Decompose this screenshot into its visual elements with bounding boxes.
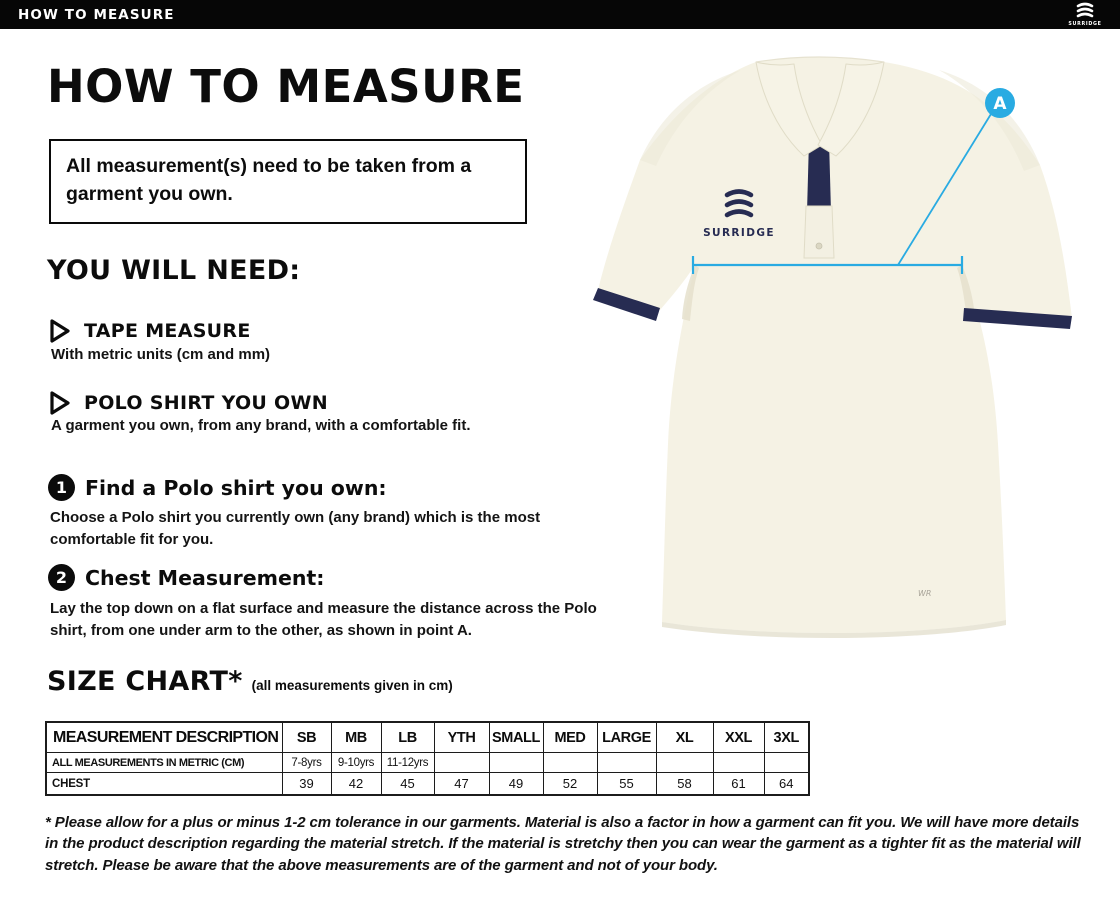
table-cell: 52 xyxy=(543,773,597,796)
row-label: ALL MEASUREMENTS IN METRIC (CM) xyxy=(46,753,282,773)
point-a-label: A xyxy=(993,94,1007,114)
column-header: YTH xyxy=(434,722,489,753)
column-header: LB xyxy=(381,722,434,753)
column-header: SMALL xyxy=(489,722,543,753)
need-item-tape-measure xyxy=(49,318,251,344)
triangle-bullet-icon xyxy=(49,318,71,344)
need-item-polo-shirt xyxy=(49,390,328,416)
shirt-logo-text: SURRIDGE xyxy=(703,227,775,239)
column-header: MEASUREMENT DESCRIPTION xyxy=(46,722,282,753)
size-chart-header-row xyxy=(46,722,809,753)
step-2-number-badge: 2 xyxy=(48,564,75,591)
column-header: MED xyxy=(543,722,597,753)
table-cell: 11-12yrs xyxy=(381,753,434,773)
size-chart-table xyxy=(45,721,810,796)
page-title: HOW TO MEASURE xyxy=(47,60,525,113)
you-will-need-heading: YOU WILL NEED: xyxy=(47,255,301,286)
row-label: CHEST xyxy=(46,773,282,796)
column-header: MB xyxy=(331,722,381,753)
brand-logo-text: SURRIDGE xyxy=(1068,22,1102,27)
hem-mark-text: WR xyxy=(918,589,932,598)
column-header: 3XL xyxy=(764,722,809,753)
step-1-description: Choose a Polo shirt you currently own (any brand) which is the most comfortable fit for you. xyxy=(50,509,541,548)
table-cell: 55 xyxy=(597,773,656,796)
table-cell xyxy=(713,753,764,773)
step-1-title: Find a Polo shirt you own: xyxy=(85,475,387,500)
triangle-bullet-icon xyxy=(49,390,71,416)
table-cell: 64 xyxy=(764,773,809,796)
top-bar xyxy=(0,0,1120,29)
step-1-header xyxy=(48,474,387,501)
brand-logo xyxy=(1058,1,1112,28)
placket-button xyxy=(816,243,822,249)
step-2-header xyxy=(48,564,324,591)
table-cell xyxy=(597,753,656,773)
step-2-title: Chest Measurement: xyxy=(85,565,325,590)
size-chart-heading-row xyxy=(47,666,453,697)
placket-lower xyxy=(804,206,834,258)
need-item-label: POLO SHIRT YOU OWN xyxy=(84,392,328,414)
size-chart-heading: SIZE CHART* xyxy=(47,666,243,697)
polo-shirt-illustration xyxy=(566,44,1118,672)
table-cell: 7-8yrs xyxy=(282,753,331,773)
table-cell: 45 xyxy=(381,773,434,796)
polo-shirt-diagram xyxy=(566,44,1118,672)
table-cell: 9-10yrs xyxy=(331,753,381,773)
step-2-description: Lay the top down on a flat surface and measure the distance across the Polo shirt, from one under arm to the other, as shown in point A. xyxy=(50,600,597,639)
step-1-number-badge: 1 xyxy=(48,474,75,501)
table-cell: 58 xyxy=(656,773,713,796)
table-cell xyxy=(543,753,597,773)
surridge-logo-icon xyxy=(1058,1,1112,28)
table-cell: 47 xyxy=(434,773,489,796)
table-cell xyxy=(656,753,713,773)
need-item-description: With metric units (cm and mm) xyxy=(51,346,271,363)
need-item-label: TAPE MEASURE xyxy=(84,320,251,342)
disclaimer-text: * Please allow for a plus or minus 1-2 cm tolerance in our garments. Material is also a factor in how a garment can fit you. We will have more details in the product description regarding the material stretch. If the material is stretchy then you can wear the garment as a tighter fit as the material will stretch. Please be aware that the above measurements are of the garment and not of your body. xyxy=(45,814,1081,874)
column-header: XL xyxy=(656,722,713,753)
table-row-chest xyxy=(46,773,809,796)
need-item-description: A garment you own, from any brand, with a comfortable fit. xyxy=(51,417,471,434)
notice-box: All measurement(s) need to be taken from a garment you own. xyxy=(49,139,527,224)
table-cell xyxy=(434,753,489,773)
table-cell xyxy=(764,753,809,773)
table-cell xyxy=(489,753,543,773)
table-row-metric xyxy=(46,753,809,773)
column-header: LARGE xyxy=(597,722,656,753)
column-header: XXL xyxy=(713,722,764,753)
table-cell: 39 xyxy=(282,773,331,796)
table-cell: 42 xyxy=(331,773,381,796)
table-cell: 49 xyxy=(489,773,543,796)
column-header: SB xyxy=(282,722,331,753)
top-bar-title: HOW TO MEASURE xyxy=(18,6,175,23)
table-cell: 61 xyxy=(713,773,764,796)
size-chart-subheading: (all measurements given in cm) xyxy=(251,678,453,693)
